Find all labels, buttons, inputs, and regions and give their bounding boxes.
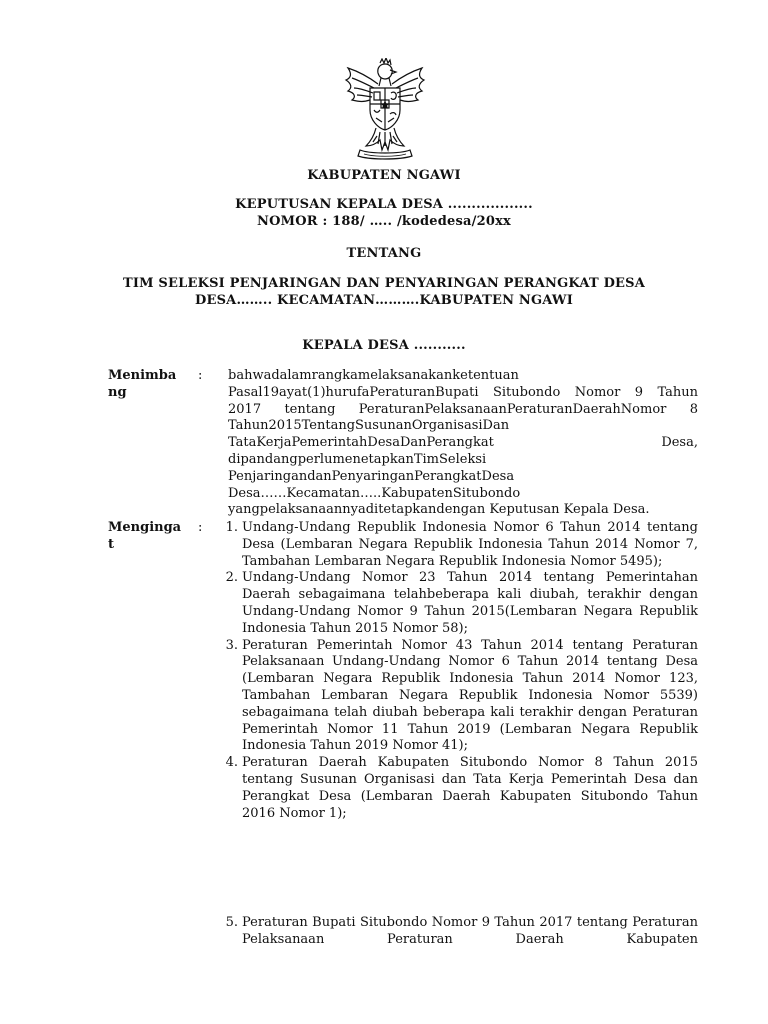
menimbang-line: TataKerjaPemerintahDesaDanPerangkat Desa,: [228, 435, 698, 451]
menimbang-label-line-1: Menimba: [108, 368, 177, 383]
list-item-text: Peraturan Daerah Kabupaten Situbondo Nomor 8 Tahun 2015 tentang Susunan Organisasi dan Tata Kerja Pemerintah Desa dan Perangkat Desa (Lembaran Daerah Kabupaten Situbondo Tahun 2016 Nomor 1);: [242, 755, 698, 821]
list-item-text: Undang-Undang Republik Indonesia Nomor 6 Tahun 2014 tentang Desa (Lembaran Negara Republik Indonesia Tahun 2014 Nomor 7, Tambahan Lembaran Negara Republik Indonesia Nomor 5495);: [242, 520, 698, 569]
list-item-number: 4.: [225, 755, 238, 771]
list-item: [214, 570, 698, 637]
menimbang-line: Tahun2015TentangSusunanOrganisasiDan: [228, 418, 510, 434]
menimbang-line: Desa……Kecamatan…..KabupatenSitubondo: [228, 485, 521, 501]
menimbang-line: PenjaringandanPenyaringanPerangkatDesa: [228, 468, 515, 484]
list-item-text: Undang-Undang Nomor 23 Tahun 2014 tentang Pemerintahan Daerah sebagaimana telahbeberapa kali diubah, terakhir dengan Undang-Undang Nomor 9 Tahun 2015(Lembaran Negara Republik Indonesia Tahun 2015 Nomor 58);: [242, 570, 698, 636]
regency-name: KABUPATEN NGAWI: [307, 168, 461, 183]
menimbang-label: [108, 368, 186, 402]
list-item: [214, 915, 698, 949]
legal-basis-list-continued: [214, 915, 698, 949]
list-item-text: Peraturan Pemerintah Nomor 43 Tahun 2014 tentang Peraturan Pelaksanaan Undang-Undang Nomor 6 Tahun 2014 tentang Desa (Lembaran Negara Republik Indonesia Tahun 2014 Nomor 123, Tambahan Lembaran Negara Republik Indonesia Nomor 5539) sebagaimana telah diubah beberapa kali terakhir dengan Peraturan Pemerintah Nomor 11 Tahun 2019 (Lembaran Negara Republik Indonesia Tahun 2019 Nomor 41);: [242, 637, 698, 754]
list-item: [214, 755, 698, 822]
about-heading: TENTANG: [346, 246, 422, 261]
decree-title: KEPUTUSAN KEPALA DESA ..................: [235, 197, 533, 212]
menimbang-line: bahwadalamrangkamelaksanakanketentuan: [228, 368, 519, 383]
menimbang-line: dipandangperlumenetapkanTimSeleksi: [228, 451, 487, 467]
mengingat-label-line-1: Menginga: [108, 520, 182, 535]
list-item: [214, 638, 698, 756]
menimbang-colon: :: [198, 368, 203, 383]
mengingat-label-line-2: t: [108, 536, 115, 552]
official-title: KEPALA DESA ...........: [302, 338, 466, 353]
menimbang-line: yangpelaksanaannyaditetapkandengan Keputusan Kepala Desa.: [228, 502, 650, 518]
decree-number: NOMOR : 188/ ….. /kodedesa/20xx: [257, 214, 511, 229]
list-item-number: 3.: [225, 637, 238, 653]
menimbang-line: Pasal19ayat(1)hurufaPeraturanBupati Situbondo Nomor 9 Tahun: [228, 384, 698, 400]
garuda-emblem-icon: [340, 58, 430, 164]
decree-subject-line-1: TIM SELEKSI PENJARINGAN DAN PENYARINGAN PERANGKAT DESA: [122, 276, 646, 291]
decree-subject-line-2: DESA…….. KECAMATAN……….KABUPATEN NGAWI: [195, 293, 573, 308]
menimbang-line: 2017 tentang PeraturanPelaksanaanPeraturanDaerahNomor 8: [228, 401, 698, 417]
mengingat-colon: :: [198, 520, 203, 535]
list-item-number: 1.: [225, 520, 238, 535]
list-item-text: Peraturan Bupati Situbondo Nomor 9 Tahun 2017 tentang Peraturan Pelaksanaan Peraturan Daerah Kabupaten: [242, 915, 698, 947]
menimbang-text: [228, 368, 698, 519]
mengingat-label: [108, 520, 186, 554]
legal-basis-list: [214, 520, 698, 822]
menimbang-label-line-2: ng: [108, 384, 127, 400]
list-item: [214, 520, 698, 570]
list-item-number: 2.: [225, 570, 238, 586]
list-item-number: 5.: [225, 915, 238, 930]
